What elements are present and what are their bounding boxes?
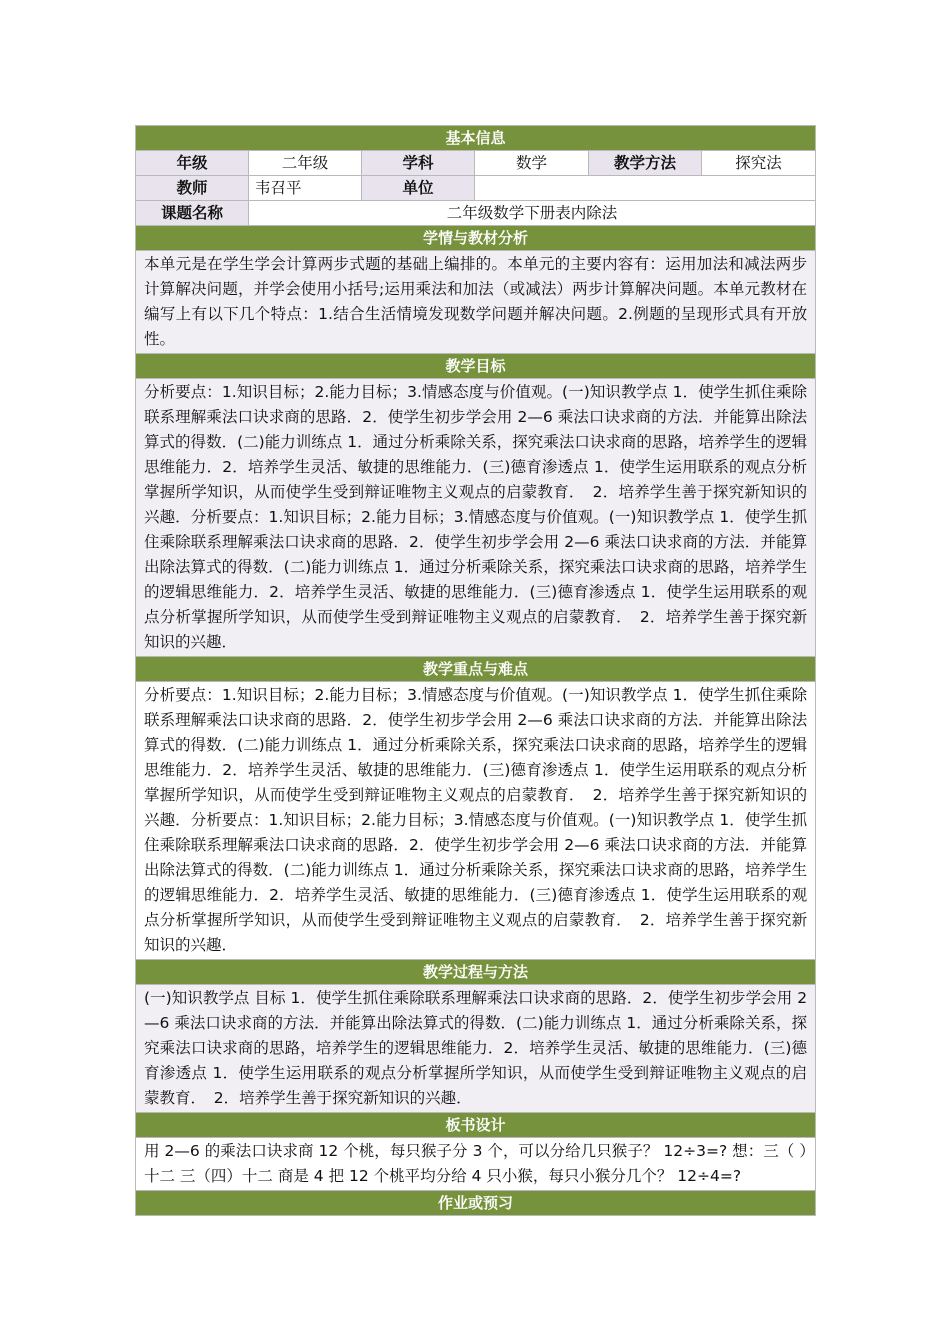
section-header-basic — [136, 126, 816, 151]
topic-label: 课题名称 — [136, 201, 249, 226]
topic-value: 二年级数学下册表内除法 — [249, 201, 816, 226]
section-title: 教学过程与方法 — [136, 960, 816, 985]
unit-label: 单位 — [362, 176, 475, 201]
teacher-value: 韦召平 — [249, 176, 362, 201]
method-value: 探究法 — [702, 151, 816, 176]
section-body-keypoints — [136, 682, 816, 960]
section-header-process — [136, 960, 816, 985]
lesson-plan-sheet — [135, 125, 815, 1216]
info-row-3 — [136, 201, 816, 226]
section-title: 板书设计 — [136, 1113, 816, 1138]
subject-label: 学科 — [362, 151, 475, 176]
method-label: 教学方法 — [589, 151, 702, 176]
unit-value — [475, 176, 816, 201]
subject-value: 数学 — [475, 151, 589, 176]
process-text: (一)知识教学点 目标 1．使学生抓住乘除联系理解乘法口诀求商的思路．2．使学生初步学会用 2—6 乘法口诀求商的方法．并能算出除法算式的得数．(二)能力训练点 1．通过分析乘除关系，探究乘法口诀求商的思路，培养学生的逻辑思维能力．2．培养学生灵活、敏捷的思维能力．(三)德育渗透点 1．使学生运用联系的观点分析掌握所学知识，从而使学生受到辩证唯物主义观点的启蒙教育． 2．培养学生善于探究新知识的兴趣． — [136, 985, 816, 1113]
section-body-goals — [136, 379, 816, 657]
goals-text: 分析要点：1.知识目标；2.能力目标；3.情感态度与价值观。(一)知识教学点 1．使学生抓住乘除联系理解乘法口诀求商的思路．2．使学生初步学会用 2—6 乘法口诀求商的方法．并能算出除法算式的得数．(二)能力训练点 1．通过分析乘除关系，探究乘法口诀求商的思路，培养学生的逻辑思维能力．2．培养学生灵活、敏捷的思维能力．(三)德育渗透点 1．使学生运用联系的观点分析掌握所学知识，从而使学生受到辩证唯物主义观点的启蒙教育． 2．培养学生善于探究新知识的兴趣．分析要点：1.知识目标；2.能力目标；3.情感态度与价值观。(一)知识教学点 1．使学生抓住乘除联系理解乘法口诀求商的思路．2．使学生初步学会用 2—6 乘法口诀求商的方法．并能算出除法算式的得数．(二)能力训练点 1．通过分析乘除关系，探究乘法口诀求商的思路，培养学生的逻辑思维能力．2．培养学生灵活、敏捷的思维能力．(三)德育渗透点 1．使学生运用联系的观点分析掌握所学知识，从而使学生受到辩证唯物主义观点的启蒙教育． 2．培养学生善于探究新知识的兴趣． — [136, 379, 816, 657]
section-header-analysis — [136, 226, 816, 251]
section-header-homework — [136, 1191, 816, 1216]
section-body-analysis — [136, 251, 816, 354]
section-body-process — [136, 985, 816, 1113]
grade-label: 年级 — [136, 151, 249, 176]
section-body-board — [136, 1138, 816, 1191]
lesson-plan-table — [135, 125, 816, 1216]
analysis-text: 本单元是在学生学会计算两步式题的基础上编排的。本单元的主要内容有：运用加法和减法两步计算解决问题，并学会使用小括号;运用乘法和加法（或减法）两步计算解决问题。本单元教材在编写上有以下几个特点：1.结合生活情境发现数学问题并解决问题。2.例题的呈现形式具有开放性。 — [136, 251, 816, 354]
section-title: 教学重点与难点 — [136, 657, 816, 682]
section-title: 作业或预习 — [136, 1191, 816, 1216]
teacher-label: 教师 — [136, 176, 249, 201]
section-title: 基本信息 — [136, 126, 816, 151]
section-header-keypoints — [136, 657, 816, 682]
section-header-goals — [136, 354, 816, 379]
board-text: 用 2—6 的乘法口诀求商 12 个桃，每只猴子分 3 个，可以分给几只猴子？ 12÷3=? 想：三（ ）十二 三（四）十二 商是 4 把 12 个桃平均分给 4 只小猴，每只小猴分几个？ 12÷4=? — [136, 1138, 816, 1191]
section-header-board — [136, 1113, 816, 1138]
info-row-2 — [136, 176, 816, 201]
keypoints-text: 分析要点：1.知识目标；2.能力目标；3.情感态度与价值观。(一)知识教学点 1．使学生抓住乘除联系理解乘法口诀求商的思路．2．使学生初步学会用 2—6 乘法口诀求商的方法．并能算出除法算式的得数．(二)能力训练点 1．通过分析乘除关系，探究乘法口诀求商的思路，培养学生的逻辑思维能力．2．培养学生灵活、敏捷的思维能力．(三)德育渗透点 1．使学生运用联系的观点分析掌握所学知识，从而使学生受到辩证唯物主义观点的启蒙教育． 2．培养学生善于探究新知识的兴趣．分析要点：1.知识目标；2.能力目标；3.情感态度与价值观。(一)知识教学点 1．使学生抓住乘除联系理解乘法口诀求商的思路．2．使学生初步学会用 2—6 乘法口诀求商的方法．并能算出除法算式的得数．(二)能力训练点 1．通过分析乘除关系，探究乘法口诀求商的思路，培养学生的逻辑思维能力．2．培养学生灵活、敏捷的思维能力．(三)德育渗透点 1．使学生运用联系的观点分析掌握所学知识，从而使学生受到辩证唯物主义观点的启蒙教育． 2．培养学生善于探究新知识的兴趣． — [136, 682, 816, 960]
info-row-1 — [136, 151, 816, 176]
grade-value: 二年级 — [249, 151, 362, 176]
section-title: 学情与教材分析 — [136, 226, 816, 251]
section-title: 教学目标 — [136, 354, 816, 379]
